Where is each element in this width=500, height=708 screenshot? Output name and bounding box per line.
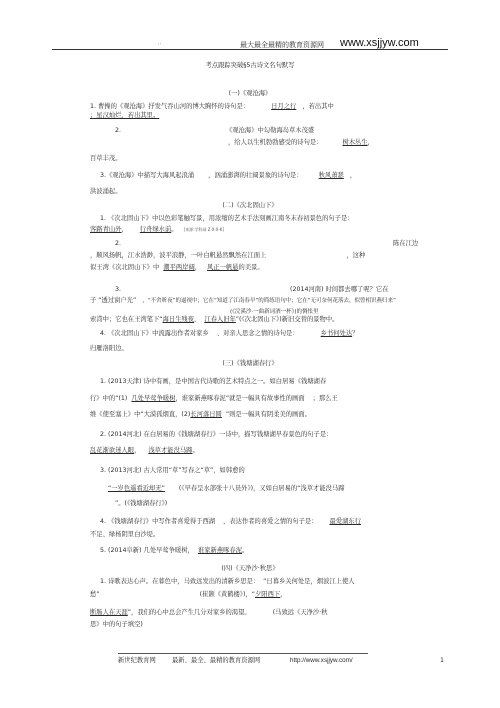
question-line: [90, 591, 286, 599]
text: ，: [280, 591, 287, 598]
question-line: [108, 485, 345, 493]
footer-site: 新世纪教育网: [118, 657, 156, 664]
question-line: [90, 411, 311, 419]
question-line: 1. 《次北固山下》中以色彩笔触写景，用浓缩的艺术手法刻画江南冬末春初景色的句子是：: [100, 215, 354, 222]
answer: 潮平两岸阔: [163, 264, 195, 271]
question-line: 归雁洛阳边。: [90, 345, 128, 352]
question-line: [100, 547, 248, 555]
question-line: [90, 112, 159, 120]
question-line: 陈在江边: [393, 240, 419, 247]
question-line: 3. (2013河北) 古人常用“草”写春之“草”，如韩愈的: [100, 467, 245, 474]
answer: 行舟绿水前: [139, 226, 172, 233]
section-heading-1: (一)《观沧海》: [228, 90, 272, 97]
text: ，谁家新燕啄春泥”就是一幅具有故事性的画面: [175, 395, 305, 402]
question-line: [90, 297, 396, 305]
question-line: [90, 226, 224, 234]
answer: 几处早莺争暖树: [131, 395, 176, 402]
header-mark: ‘’: [158, 43, 162, 49]
text: 。: [192, 447, 199, 454]
question-line: [90, 447, 199, 455]
answer: ；星汉灿烂，若出其里。: [90, 112, 160, 119]
question-number: 2.: [115, 127, 122, 134]
footer-slogan: 最新、最全、最精的教育资源网: [172, 657, 261, 664]
answer: 夕阳西下: [254, 591, 281, 598]
answer: “一岁色遥看近却无”: [108, 485, 165, 492]
text: 3.《观沧海》中描写大海风起浪涌: [100, 172, 195, 179]
question-line: 《观沧海》中勾勒海岛草木茂盛: [226, 127, 315, 134]
text: 1. 曹操的《观沧海》抒发气吞山河的博大胸怀的诗句是：: [90, 103, 250, 110]
answer: 江春入旧年: [204, 316, 236, 323]
page-number: 1: [440, 657, 445, 664]
answer: 浅草才能没马蹄: [148, 447, 193, 454]
text: ，: [194, 264, 202, 271]
answer: 风正一帆悬: [207, 264, 239, 271]
question-line: (2014河南) 时间都去哪了呢？它在: [290, 286, 389, 293]
text: 。: [242, 547, 249, 554]
text: (《早春呈水部张十八员外》)，又如白居易的“浅草才能没马蹄: [178, 485, 345, 492]
header-url[interactable]: www.xsjjyw.com: [340, 37, 419, 49]
text: 。: [171, 226, 178, 233]
question-line: [90, 395, 338, 403]
text: ？: [352, 330, 359, 337]
footer-divider: [118, 653, 368, 654]
text: (《浣溪沙·一曲新词酒一杯》): [230, 309, 297, 315]
text: 1. 诗歌表达心声。在暮色中，马致远发出的清新乡思是：: [100, 578, 260, 585]
answer: 乡书何处达: [320, 330, 353, 337]
footer-url[interactable]: http://www.xsjjyw.com/: [290, 657, 353, 664]
header-divider: [52, 49, 448, 50]
text: 愁”: [90, 591, 100, 598]
text: ”，我们的心中总会产生几分对家乡的渴望。: [127, 609, 251, 616]
source-note: [来源:学科网 Z·X·X·K]: [183, 227, 224, 232]
text: ，给人以生机勃勃感受的诗句是：: [228, 139, 323, 146]
question-line: [90, 316, 338, 324]
answer: 谁家新燕啄春泥: [197, 547, 242, 554]
question-line: 2. (2014河北) 在白居易的《钱塘湖春行》一诗中，描写钱塘湖早春景色的句子是：: [100, 431, 333, 438]
text: ，: [367, 139, 374, 146]
text: 似王湾《次北固山下》中: [90, 264, 160, 271]
text: ”则是一幅具有阴柔美的画面。: [225, 411, 311, 418]
question-line: [228, 139, 374, 147]
text: ，: [194, 316, 201, 323]
answer: 乱花渐欲迷人眼: [90, 447, 135, 454]
text: ，这种: [346, 252, 366, 259]
question-line: 1. (2013天津) 诗中有画，是中国古代诗歌的艺术特点之一。如白居易《钱塘湖春: [100, 378, 327, 385]
question-line: [90, 609, 328, 617]
doc-title: 考点跟踪突破§5古诗文名句默写: [205, 62, 295, 69]
text: ”(《次北固山下》)新旧交替的景物​中。: [235, 316, 339, 323]
text: 维《使至塞上》中“大漠孤烟直: [90, 411, 176, 418]
question-number: 2.: [115, 240, 122, 247]
question-line: [100, 578, 355, 586]
question-number: 3.: [115, 286, 122, 293]
text: (2): [181, 411, 191, 418]
text: 行》中的“(1): [90, 395, 128, 402]
question-line: [90, 252, 365, 260]
question-line: [90, 308, 319, 316]
question-line: ”。(《钱塘湖春行》): [115, 500, 168, 507]
question-line: [100, 518, 361, 526]
section-heading-2: (二)《次北固山下》: [222, 202, 278, 209]
question-line: [100, 330, 358, 338]
text: ，: [121, 226, 128, 233]
answer: 秋风萧瑟: [318, 172, 344, 179]
text: 4. 《钱塘湖春行》中写作者喜爱得于西湖: [100, 518, 216, 525]
text: ，: [349, 172, 357, 179]
answer: 树木丛生: [342, 139, 368, 146]
text: “日暮乡关何处是，烟波江上使人: [263, 578, 355, 585]
text: 4. 《次北固山下》中流露出作者对家乡: [100, 330, 209, 337]
text: 索渮中；它也在王湾笔下“: [90, 316, 163, 323]
answer: 客路青山外: [90, 226, 122, 233]
question-line: [90, 264, 264, 272]
text: ，: [175, 411, 182, 418]
text: ；那么王: [312, 395, 338, 402]
section-heading-4: (四)《天净沙·秋思》: [221, 565, 279, 572]
question-line: 百草丰茂。: [90, 155, 122, 162]
answer: 海日生残夜: [162, 316, 195, 323]
text: 的惆怅里: [296, 309, 319, 315]
header-site-name: 最大最全最精的教育资源网: [240, 41, 324, 49]
text: ，: [134, 447, 141, 454]
question-line: 思》中的句子填空): [90, 621, 143, 628]
section-heading-3: (三)《钱塘湖春行》: [222, 360, 278, 367]
text: ，汹涌澎湃的壮阔景象的诗句是：: [208, 172, 303, 179]
text: ，顺风扬帆，江水浩渺，波平浪静，一叶白帆悬然飘然在江面上: [90, 252, 267, 259]
text: ，表达作者的喜爱之情的句子是：: [223, 518, 318, 525]
text: 子 “透过窗户​光”: [90, 297, 137, 304]
question-line: [90, 103, 334, 111]
text: 5. (2014阜新) 几处早莺争暖树: [100, 547, 188, 554]
answer: 日月之行: [271, 103, 297, 110]
text: ，: [187, 547, 194, 554]
answer: 长河落日圆: [190, 411, 222, 418]
answer: 断肠人在天涯: [90, 609, 128, 616]
text: 的美景。: [238, 264, 264, 271]
text: ，“不舍昕夜”的逼视中；它在“知道了江南春早”的简练语句中；它在“无可奈何花落去，似曾相识燕归来”: [142, 298, 396, 304]
answer: 最爱湖东行: [329, 518, 361, 525]
text: (马致远《天净沙·秋: [272, 609, 328, 616]
question-line: 洪波涌起。: [90, 188, 122, 195]
question-line: 不足、绿杨阴里白沙堤。: [90, 531, 160, 538]
text: 、对亲人思念之情的诗句是：: [216, 330, 299, 337]
text: ，若出其中: [302, 103, 334, 110]
question-line: [100, 172, 356, 180]
text: (崔颢《黄鹤楼》)，“: [199, 591, 255, 598]
